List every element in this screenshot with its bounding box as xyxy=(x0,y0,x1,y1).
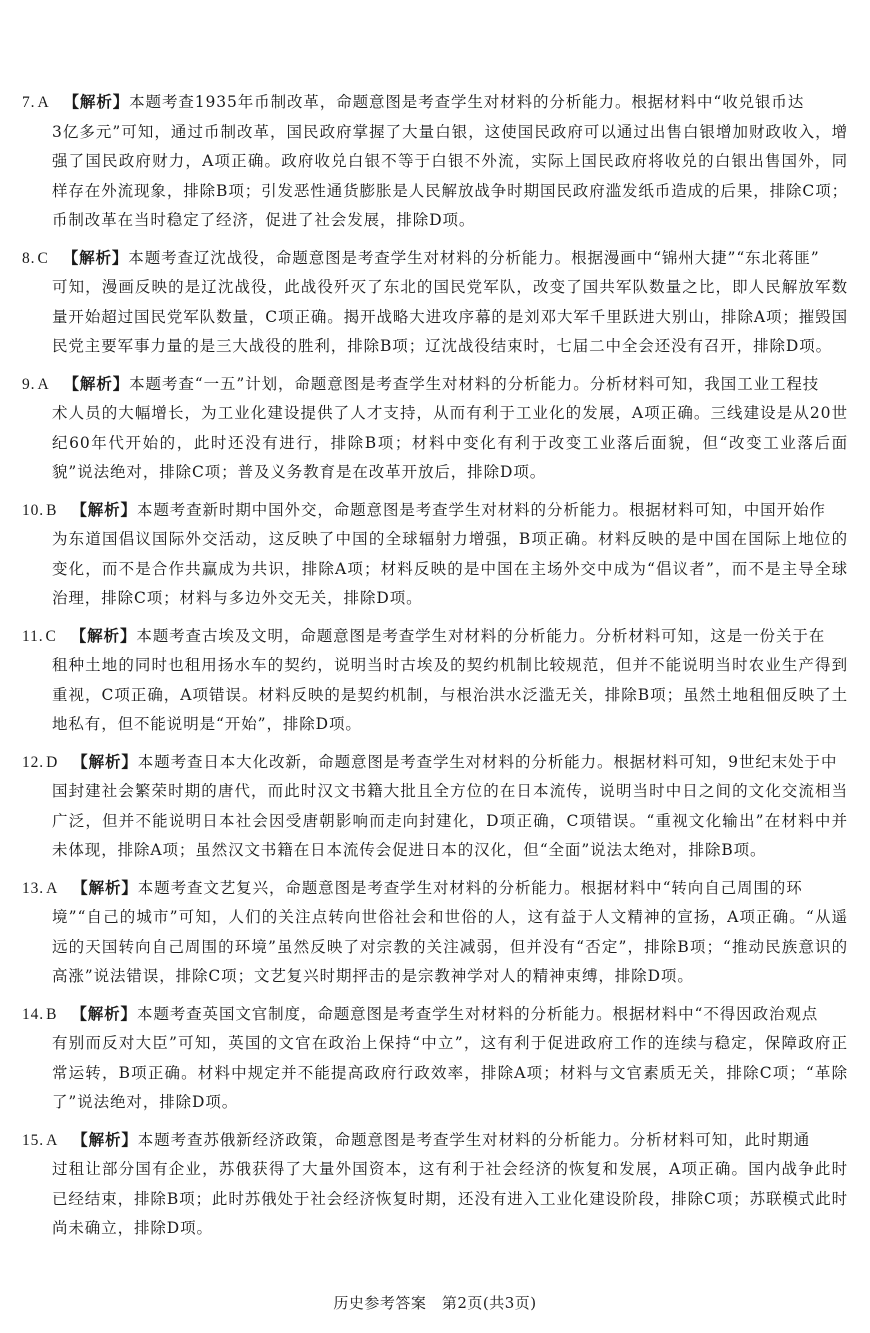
analysis-first-line: 本题考查苏俄新经济政策，命题意图是考查学生对材料的分析能力。分析材料可知，此时期通 xyxy=(137,1130,811,1149)
analysis-first-line: 本题考查古埃及文明，命题意图是考查学生对材料的分析能力。分析材料可知，这是一份关于在 xyxy=(136,626,826,645)
analysis-first-line: 本题考查英国文官制度，命题意图是考查学生对材料的分析能力。根据材料中“不得因政治观点 xyxy=(136,1004,819,1023)
answer-letter: A xyxy=(46,1131,59,1149)
question-number: 15. xyxy=(22,1131,45,1149)
analysis-text: 国封建社会繁荣时期的唐代，而此时汉文书籍大批且全方位的在日本流传，说明当时中日之间的文化交流相当广泛，但并不能说明日本社会因受唐朝影响而走向封建化，D项正确，C项错误。“重视文化输出”在材料中并未体现，排除A项；虽然汉文书籍在日本流传会促进日本的汉化，但“全面”说法太绝对，排除B项。 xyxy=(52,782,848,859)
answer-letter: A xyxy=(37,94,50,111)
question-number: 7. xyxy=(22,94,36,111)
analysis-first-line: 本题考查1935年币制改革，命题意图是考查学生对材料的分析能力。根据材料中“收兑银币达 xyxy=(129,93,805,111)
question-number: 9. xyxy=(22,375,36,393)
answer-item-8 xyxy=(22,244,848,362)
answer-item-12 xyxy=(22,748,848,866)
question-number: 8. xyxy=(22,249,36,267)
analysis-tag: 【解析】 xyxy=(70,626,137,645)
answer-letter: A xyxy=(37,375,50,393)
answer-item-11 xyxy=(22,622,848,740)
analysis-first-line: 本题考查“一五”计划，命题意图是考查学生对材料的分析能力。分析材料可知，我国工业工程技 xyxy=(129,374,820,393)
analysis-first-line: 本题考查辽沈战役，命题意图是考查学生对材料的分析能力。根据漫画中“锦州大捷”“东北蒋匪” xyxy=(128,248,820,267)
analysis-first-line: 本题考查文艺复兴，命题意图是考查学生对材料的分析能力。根据材料中“转向自己周围的环 xyxy=(137,878,803,897)
question-number: 12. xyxy=(22,753,45,771)
analysis-text: 可知，漫画反映的是辽沈战役，此战役歼灭了东北的国民党军队，改变了国共军队数量之比，即人民解放军数量开始超过国民党军队数量，C项正确。揭开战略大进攻序幕的是刘邓大军千里跃进大别山，排除A项；摧毁国民党主要军事力量的是三大战役的胜利，排除B项；辽沈战役结束时，七届二中全会还没有召开，排除D项。 xyxy=(52,278,848,355)
analysis-tag: 【解析】 xyxy=(72,1130,138,1149)
answer-item-9 xyxy=(22,370,848,488)
question-number: 13. xyxy=(22,879,45,897)
analysis-tag: 【解析】 xyxy=(71,500,137,519)
analysis-text: 有别而反对大臣”可知，英国的文官在政治上保持“中立”，这有利于促进政府工作的连续与稳定，保障政府正常运转，B项正确。材料中规定并不能提高政府行政效率，排除A项；材料与文官素质无关，排除C项；“革除了”说法绝对，排除D项。 xyxy=(52,1034,848,1111)
analysis-tag: 【解析】 xyxy=(63,374,130,393)
analysis-first-line: 本题考查新时期中国外交，命题意图是考查学生对材料的分析能力。根据材料可知，中国开始作 xyxy=(136,500,826,519)
analysis-text: 3亿多元”可知，通过币制改革，国民政府掌握了大量白银，这使国民政府可以通过出售白银增加财政收入，增强了国民政府财力，A项正确。政府收兑白银不等于白银不外流，实际上国民政府将收兑的白银出售国外，同样存在外流现象，排除B项；引发恶性通货膨胀是人民解放战争时期国民政府滥发纸币造成的后果，排除C项；币制改革在当时稳定了经济，促进了社会发展，排除D项。 xyxy=(52,122,848,229)
answer-letter: D xyxy=(46,753,59,771)
answer-letter: A xyxy=(46,879,59,897)
answer-letter: B xyxy=(46,501,58,519)
answer-letter: B xyxy=(46,1005,58,1023)
answer-item-14 xyxy=(22,1000,848,1118)
question-number: 14. xyxy=(22,1005,45,1023)
question-number: 10. xyxy=(22,501,45,519)
analysis-text: 境”“自己的城市”可知，人们的关注点转向世俗社会和世俗的人，这有益于人文精神的宣扬，A项正确。“从遥远的天国转向自己周围的环境”虽然反映了对宗教的关注减弱，但并没有“否定”，排除B项；“推动民族意识的高涨”说法错误，排除C项；文艺复兴时期抨击的是宗教神学对人的精神束缚，排除D项。 xyxy=(52,908,848,985)
answer-letter: C xyxy=(45,627,57,645)
answer-item-13 xyxy=(22,874,848,992)
analysis-first-line: 本题考查日本大化改新，命题意图是考查学生对材料的分析能力。根据材料可知，9世纪末处于中 xyxy=(137,752,838,771)
answer-list xyxy=(22,88,848,1252)
answer-item-10 xyxy=(22,496,848,614)
analysis-text: 为东道国倡议国际外交活动，这反映了中国的全球辐射力增强，B项正确。材料反映的是中国在国际上地位的变化，而不是合作共赢成为共识，排除A项；材料反映的是中国在主场外交中成为“倡议者”，而不是主导全球治理，排除C项；材料与多边外交无关，排除D项。 xyxy=(52,530,848,607)
analysis-text: 术人员的大幅增长，为工业化建设提供了人才支持，从而有利于工业化的发展，A项正确。三线建设是从20世纪60年代开始的，此时还没有进行，排除B项；材料中变化有利于改变工业落后面貌，但“改变工业落后面貌”说法绝对，排除C项；普及义务教育是在改革开放后，排除D项。 xyxy=(52,404,848,481)
question-number: 11. xyxy=(22,627,44,645)
analysis-tag: 【解析】 xyxy=(63,93,130,111)
analysis-tag: 【解析】 xyxy=(62,248,129,267)
answer-item-7 xyxy=(22,88,848,236)
analysis-tag: 【解析】 xyxy=(72,878,138,897)
answer-item-15 xyxy=(22,1126,848,1244)
analysis-tag: 【解析】 xyxy=(72,752,138,771)
answer-letter: C xyxy=(37,249,49,267)
analysis-tag: 【解析】 xyxy=(71,1004,137,1023)
analysis-text: 过租让部分国有企业，苏俄获得了大量外国资本，这有利于社会经济的恢复和发展，A项正确。国内战争此时已经结束，排除B项；此时苏俄处于社会经济恢复时期，还没有进入工业化建设阶段，排除C项；苏联模式此时尚未确立，排除D项。 xyxy=(52,1160,848,1237)
page-footer: 历史参考答案 第2页(共3页) xyxy=(333,1294,537,1312)
analysis-text: 租种土地的同时也租用扬水车的契约，说明当时古埃及的契约机制比较规范，但并不能说明当时农业生产得到重视，C项正确，A项错误。材料反映的是契约机制，与根治洪水泛滥无关，排除B项；虽然土地租佃反映了土地私有，但不能说明是“开始”，排除D项。 xyxy=(52,656,848,733)
